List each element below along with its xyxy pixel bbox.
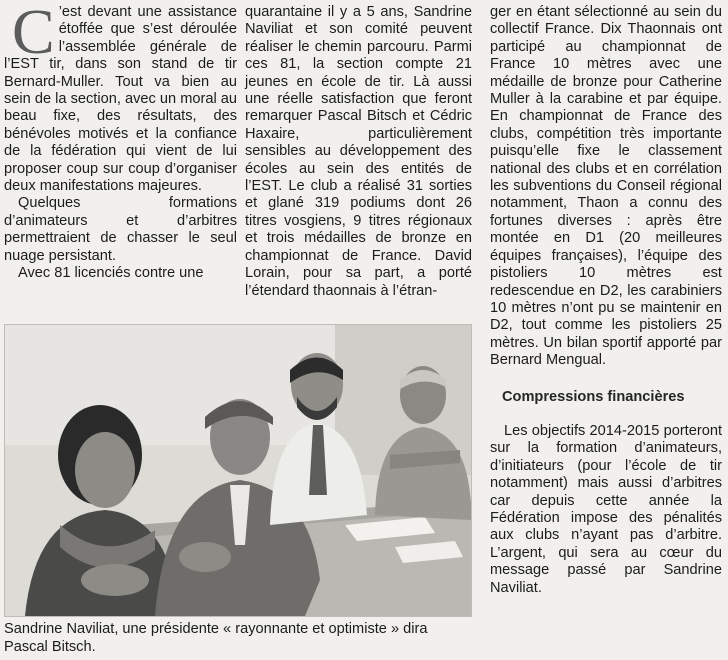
meeting-photo-illustration [5, 325, 471, 616]
col2-paragraph-1: quarantaine il y a 5 ans, Sandrine Naviliat et son comité peuvent réaliser le chemin parcouru. Parmi ces 81, la section compte 21 jeunes en école de tir. Là aussi une réelle satisfaction que feront remarquer Pascal Bitsch et Cédric Haxaire, particulièrement sensibles au développement des écoles au sein des entités de l’EST. Le club a réalisé 31 sorties et glané 319 podiums dont 26 titres vosgiens, 9 titres régionaux et trois médailles de bronze en championnat de France. David Lorain, pour sa part, a porté l’étendard thaonnais à l’étran- [245, 4, 472, 299]
article-column-2 [245, 4, 472, 300]
col3-paragraph-2: Les objectifs 2014-2015 porteront sur la formation d’animateurs, d’initiateurs (pour l’école de tir notamment) mais aussi d’arbitres car depuis cette année la Fédération impose des pénalités aux clubs n’ayant pas d’arbitre. L’argent, qui sera au cœur du message passé par Sandrine Naviliat. [490, 422, 722, 596]
col3-paragraph-1: ger en étant sélectionné au sein du collectif France. Dix Thaonnais ont participé au championnat de France 10 mètres avec une médaille de bronze pour Catherine Muller à la carabine et par équipe. En championnat de France des clubs, compétition très importante puisqu’elle fixe le classement national des clubs et en corrélation les subventions du Conseil régional notamment, Thaon a connu des fortunes diverses : après être montée en D1 (20 meilleures équipes françaises), l’équipe des pistoliers 10 mètres est redescendue en D2, les carabiniers 10 mètres n’ont pu se maintenir en D2, tout comme les pistoliers 25 mètres. Un bilan sportif apporté par Bernard Mengual. [490, 4, 722, 369]
article-column-3 [490, 4, 722, 597]
article-photo [4, 324, 472, 617]
photo-caption: Sandrine Naviliat, une présidente « rayonnante et optimiste » dira Pascal Bitsch. [4, 621, 428, 655]
drop-cap: C [12, 0, 55, 67]
col1-paragraph-2: Quelques formations d’animateurs et d’arbitres permettraient de chasser le seul nuage persistant. [4, 195, 237, 264]
col1-paragraph-3: Avec 81 licenciés contre une [18, 265, 204, 282]
col1-paragraph-1: ’est devant une assistance étoffée que s’est déroulée l’assemblée générale de l’EST tir, dans son stand de tir Bernard-Muller. Tout va bien au sein de la section, avec un moral au beau fixe, des résultats, des bénévoles motivés et la confiance de la fédération qui vient de lui proposer coup sur coup d’organiser deux manifestations majeures. [4, 4, 237, 195]
section-subheading: Compressions financières [502, 388, 685, 405]
article-column-1 [4, 0, 237, 283]
